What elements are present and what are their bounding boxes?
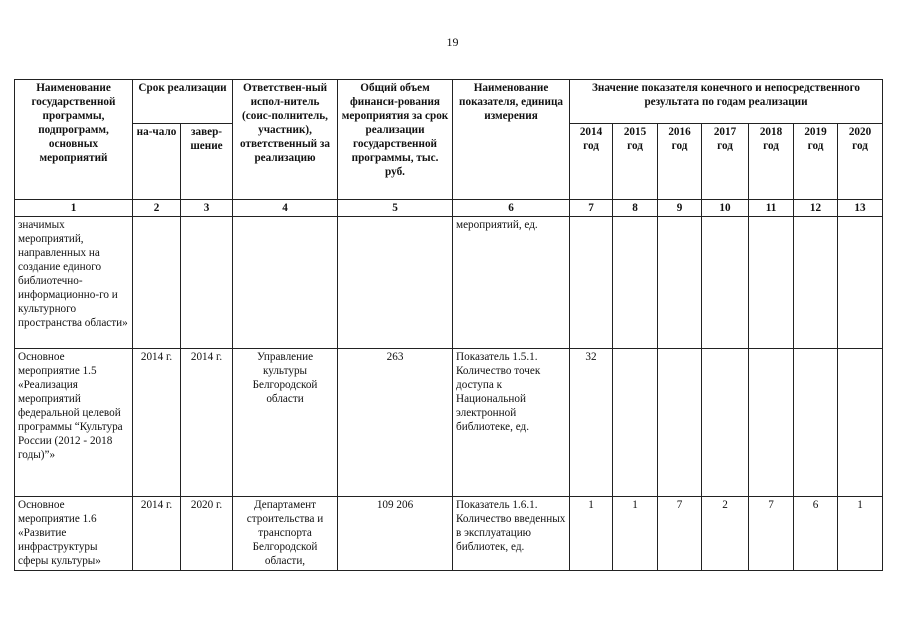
row-name: Основное мероприятие 1.5 «Реализация мероприятий федеральной целевой программы “Культура России (2012 - 2018 годы)”»: [15, 349, 133, 497]
row-indicator: Показатель 1.6.1. Количество введенных в эксплуатацию библиотек, ед.: [453, 497, 570, 571]
header-start: на-чало: [133, 124, 181, 200]
row-value: 7: [749, 497, 794, 571]
header-year: 2017 год: [702, 124, 749, 200]
row-executor: Департамент строительства и транспорта Белгородской области,: [233, 497, 338, 571]
row-value: [749, 217, 794, 349]
row-name: Основное мероприятие 1.6 «Развитие инфраструктуры сферы культуры»: [15, 497, 133, 571]
row-start: [133, 217, 181, 349]
header-indicator: Наименование показателя, единица измерения: [453, 80, 570, 200]
row-value: [749, 349, 794, 497]
column-number: 2: [133, 200, 181, 217]
row-value: [794, 349, 838, 497]
page-number: 19: [446, 35, 459, 49]
header-name: Наименование государственной программы, подпрограмм, основных мероприятий: [15, 80, 133, 200]
column-number: 7: [570, 200, 613, 217]
header-year: 2019 год: [794, 124, 838, 200]
row-value: 7: [658, 497, 702, 571]
table-row: [15, 349, 883, 497]
header-end: завер-шение: [181, 124, 233, 200]
program-table: [14, 79, 883, 571]
column-number: 13: [838, 200, 883, 217]
row-start: 2014 г.: [133, 497, 181, 571]
row-value: [613, 349, 658, 497]
table-row: [15, 497, 883, 571]
row-value: [613, 217, 658, 349]
row-funding: 263: [338, 349, 453, 497]
row-value: [658, 217, 702, 349]
row-value: 1: [570, 497, 613, 571]
row-end: 2014 г.: [181, 349, 233, 497]
header-year: 2018 год: [749, 124, 794, 200]
row-value: 2: [702, 497, 749, 571]
row-value: [658, 349, 702, 497]
header-values-title: Значение показателя конечного и непосредственного результата по годам реализации: [570, 80, 883, 124]
column-number: 11: [749, 200, 794, 217]
row-value: [838, 349, 883, 497]
row-indicator: Показатель 1.5.1. Количество точек доступа к Национальной электронной библиотеке, ед.: [453, 349, 570, 497]
column-number: 12: [794, 200, 838, 217]
row-start: 2014 г.: [133, 349, 181, 497]
row-end: 2020 г.: [181, 497, 233, 571]
header-year: 2014 год: [570, 124, 613, 200]
column-number: 6: [453, 200, 570, 217]
row-funding: [338, 217, 453, 349]
header-year: 2016 год: [658, 124, 702, 200]
column-number: 8: [613, 200, 658, 217]
column-number: 1: [15, 200, 133, 217]
header-executor: Ответствен-ный испол-нитель (соис-полнитель, участник), ответственный за реализацию: [233, 80, 338, 200]
row-indicator: мероприятий, ед.: [453, 217, 570, 349]
row-executor: [233, 217, 338, 349]
table-row: [15, 217, 883, 349]
column-number-row: [15, 200, 883, 217]
row-value: 32: [570, 349, 613, 497]
row-value: [702, 217, 749, 349]
row-name: значимых мероприятий, направленных на создание единого библиотечно-информационно-го и культурного пространства области»: [15, 217, 133, 349]
row-value: 6: [794, 497, 838, 571]
header-funding: Общий объем финанси-рования мероприятия за срок реализации государственной программы, тыс. руб.: [338, 80, 453, 200]
column-number: 3: [181, 200, 233, 217]
header-year: 2015 год: [613, 124, 658, 200]
row-end: [181, 217, 233, 349]
row-value: [794, 217, 838, 349]
row-funding: 109 206: [338, 497, 453, 571]
column-number: 10: [702, 200, 749, 217]
column-number: 9: [658, 200, 702, 217]
header-year: 2020 год: [838, 124, 883, 200]
row-value: [570, 217, 613, 349]
column-number: 5: [338, 200, 453, 217]
row-value: [838, 217, 883, 349]
header-period: Срок реализации: [133, 80, 233, 124]
row-value: 1: [838, 497, 883, 571]
row-value: [702, 349, 749, 497]
row-value: 1: [613, 497, 658, 571]
row-executor: Управление культуры Белгородской области: [233, 349, 338, 497]
column-number: 4: [233, 200, 338, 217]
